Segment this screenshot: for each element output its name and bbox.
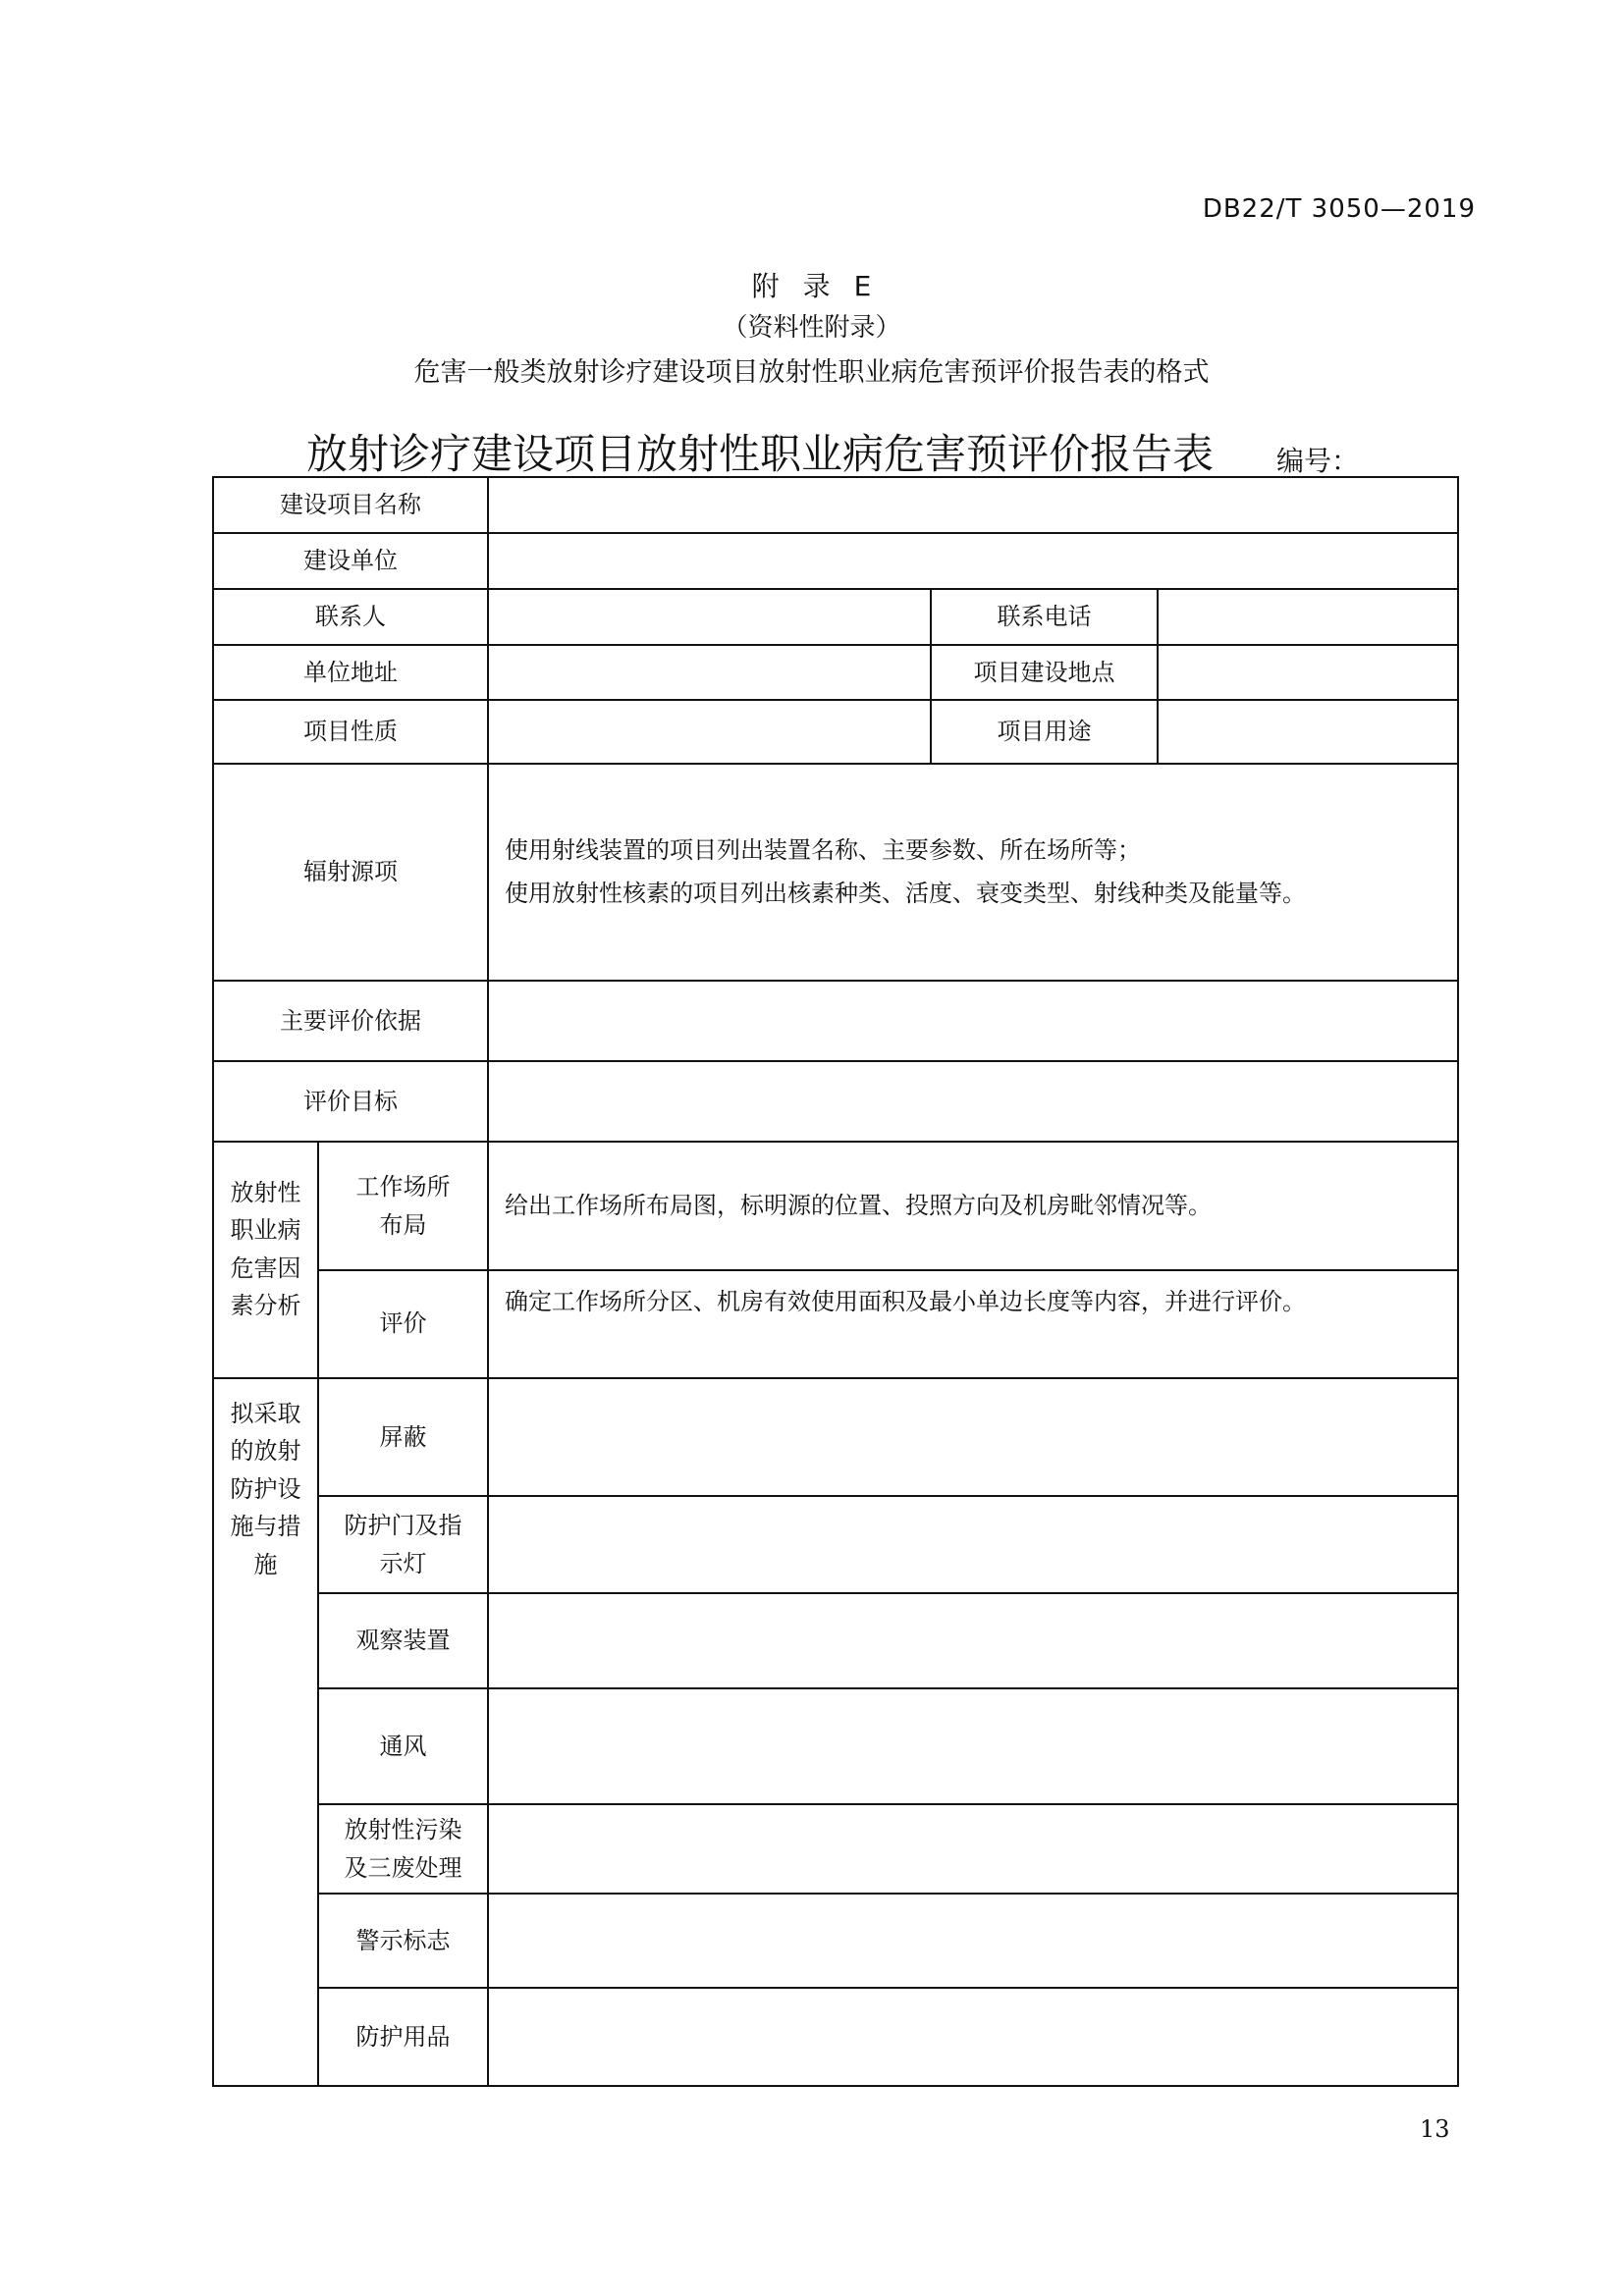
row-observation xyxy=(213,1593,1458,1688)
layout-field[interactable] xyxy=(488,1142,1458,1270)
layout-note: 给出工作场所布局图，标明源的位置、投照方向及机房毗邻情况等。 xyxy=(505,1192,1212,1220)
row-source xyxy=(213,764,1458,981)
door-light-field[interactable] xyxy=(488,1496,1458,1593)
door-light-label-line: 示灯 xyxy=(379,1549,427,1577)
group-label-line: 素分析 xyxy=(230,1292,301,1320)
target-field[interactable] xyxy=(488,1061,1458,1142)
report-form-table xyxy=(212,476,1459,2087)
group-label-line: 放射性 xyxy=(230,1179,301,1206)
row-nature xyxy=(213,700,1458,764)
site-label: 项目建设地点 xyxy=(931,645,1158,700)
row-target xyxy=(213,1061,1458,1142)
observation-field[interactable] xyxy=(488,1593,1458,1688)
standard-number: DB22/T 3050—2019 xyxy=(1202,194,1476,224)
serial-label: 编号： xyxy=(1276,445,1360,477)
source-field[interactable] xyxy=(488,764,1458,981)
row-project-name xyxy=(213,477,1458,533)
address-label: 单位地址 xyxy=(213,645,488,700)
protection-group-label xyxy=(213,1378,318,2086)
source-note-line: 使用射线装置的项目列出装置名称、主要参数、所在场所等； xyxy=(505,836,1141,865)
evaluation-note: 确定工作场所分区、机房有效使用面积及最小单边长度等内容，并进行评价。 xyxy=(505,1288,1306,1315)
observation-label: 观察装置 xyxy=(318,1593,488,1688)
appendix-label xyxy=(0,265,1623,304)
row-warning xyxy=(213,1894,1458,1988)
basis-label: 主要评价依据 xyxy=(213,981,488,1061)
purpose-field[interactable] xyxy=(1158,700,1458,764)
address-field[interactable] xyxy=(488,645,931,700)
ventilation-label: 通风 xyxy=(318,1688,488,1804)
page-number: 13 xyxy=(1420,2115,1450,2143)
ventilation-field[interactable] xyxy=(488,1688,1458,1804)
group-label-line: 危害因 xyxy=(230,1254,301,1282)
row-contact xyxy=(213,589,1458,645)
door-light-label xyxy=(318,1496,488,1593)
shielding-field[interactable] xyxy=(488,1378,1458,1496)
group-label-line: 防护设 xyxy=(230,1474,301,1503)
shielding-label: 屏蔽 xyxy=(318,1378,488,1496)
group-label-line: 拟采取 xyxy=(230,1400,301,1427)
waste-label-line: 及三废处理 xyxy=(344,1853,462,1882)
row-address xyxy=(213,645,1458,700)
contact-label: 联系人 xyxy=(213,589,488,645)
target-label: 评价目标 xyxy=(213,1061,488,1142)
evaluation-label: 评价 xyxy=(318,1270,488,1378)
phone-label: 联系电话 xyxy=(931,589,1158,645)
purpose-label: 项目用途 xyxy=(931,700,1158,764)
serial-number xyxy=(1276,440,1398,479)
waste-field[interactable] xyxy=(488,1804,1458,1894)
project-name-field[interactable] xyxy=(488,477,1458,533)
appendix-title: 危害一般类放射诊疗建设项目放射性职业病危害预评价报告表的格式 xyxy=(413,357,1210,388)
waste-label-line: 放射性污染 xyxy=(344,1816,462,1844)
row-builder xyxy=(213,533,1458,589)
row-layout xyxy=(213,1142,1458,1270)
group-label-line: 职业病 xyxy=(230,1216,301,1245)
appendix-label-char: 附 xyxy=(751,270,780,302)
layout-label xyxy=(318,1142,488,1270)
builder-field[interactable] xyxy=(488,533,1458,589)
project-name-label: 建设项目名称 xyxy=(213,477,488,533)
nature-label: 项目性质 xyxy=(213,700,488,764)
door-light-label-line: 防护门及指 xyxy=(344,1512,462,1540)
site-field[interactable] xyxy=(1158,645,1458,700)
group-label-line: 施与措 xyxy=(230,1513,301,1541)
warning-label: 警示标志 xyxy=(318,1894,488,1988)
contact-field[interactable] xyxy=(488,589,931,645)
group-label-line: 施 xyxy=(253,1550,278,1578)
row-basis xyxy=(213,981,1458,1061)
row-ventilation xyxy=(213,1688,1458,1804)
appendix-label-char: E xyxy=(853,270,872,302)
row-waste xyxy=(213,1804,1458,1894)
hazard-analysis-group-label xyxy=(213,1142,318,1378)
warning-field[interactable] xyxy=(488,1894,1458,1988)
basis-field[interactable] xyxy=(488,981,1458,1061)
group-label-line: 的放射 xyxy=(230,1437,301,1466)
row-evaluation xyxy=(213,1270,1458,1378)
row-door-light xyxy=(213,1496,1458,1593)
phone-field[interactable] xyxy=(1158,589,1458,645)
layout-label-line: 布局 xyxy=(379,1210,427,1239)
source-label: 辐射源项 xyxy=(213,764,488,981)
appendix-label-char: 录 xyxy=(802,270,831,302)
source-note-line: 使用放射性核素的项目列出核素种类、活度、衰变类型、射线种类及能量等。 xyxy=(505,879,1306,907)
nature-field[interactable] xyxy=(488,700,931,764)
appendix-subtitle: （资料性附录） xyxy=(722,313,901,343)
form-title: 放射诊疗建设项目放射性职业病危害预评价报告表 xyxy=(306,430,1215,478)
row-ppe xyxy=(213,1988,1458,2086)
evaluation-field[interactable] xyxy=(488,1270,1458,1378)
layout-label-line: 工作场所 xyxy=(355,1173,451,1201)
waste-label xyxy=(318,1804,488,1894)
ppe-label: 防护用品 xyxy=(318,1988,488,2086)
builder-label: 建设单位 xyxy=(213,533,488,589)
row-shielding xyxy=(213,1378,1458,1496)
ppe-field[interactable] xyxy=(488,1988,1458,2086)
